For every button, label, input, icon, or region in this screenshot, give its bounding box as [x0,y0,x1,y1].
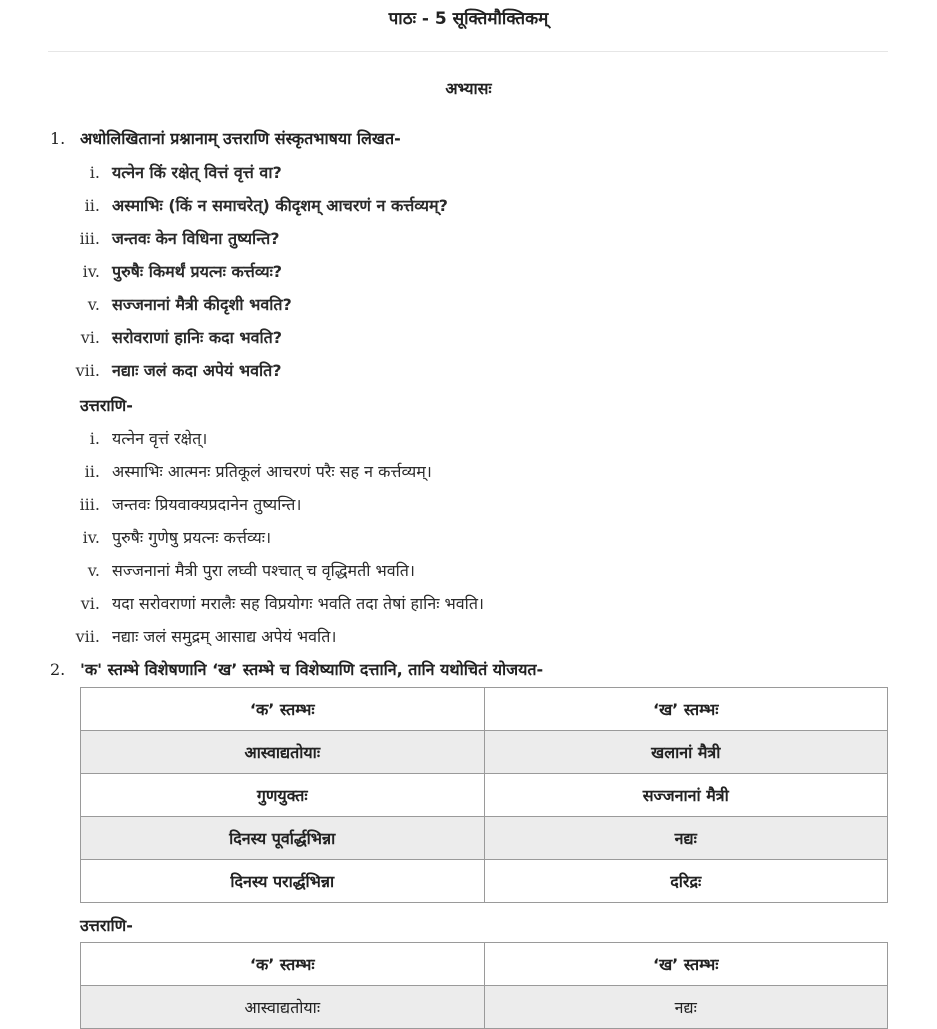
list-text: नद्याः जलं समुद्रम् आसाद्य अपेयं भवति। [112,627,337,646]
list-marker: i. [89,429,100,448]
list-item [60,494,484,527]
table-header-cell: ‘ख’ स्तम्भः [484,943,888,986]
list-text: पुरुषैः गुणेषु प्रयत्नः कर्त्तव्यः। [112,528,272,547]
table-header-row [81,943,888,986]
table-row [81,860,888,903]
question-number: 2. [50,660,66,679]
list-marker: i. [89,163,100,182]
list-marker: iv. [82,262,100,281]
list-text: नद्याः जलं कदा अपेयं भवति? [112,361,282,380]
list-item [60,461,484,494]
list-text: यत्नेन वृत्तं रक्षेत्। [112,429,208,448]
list-text: यत्नेन किं रक्षेत् वित्तं वृत्तं वा? [112,163,282,182]
question-2-heading [50,659,543,681]
table-cell: सज्जनानां मैत्री [484,774,888,817]
list-marker: vi. [80,594,100,613]
list-item [60,327,448,360]
list-marker: vii. [75,361,100,380]
list-item [60,294,448,327]
list-text: सज्जनानां मैत्री कीदृशी भवति? [112,295,292,314]
list-item [60,527,484,560]
table-cell: नद्यः [484,817,888,860]
question-1-heading [50,128,401,150]
list-item [60,162,448,195]
question-1-list [60,162,448,393]
list-text: सरोवराणां हानिः कदा भवति? [112,328,283,347]
question-text: 'क' स्तम्भे विशेषणानि ‘ख’ स्तम्भे च विशेष्याणि दत्तानि, तानि यथोचितं योजयत- [80,660,544,679]
list-item [60,228,448,261]
list-text: यदा सरोवराणां मरालैः सह विप्रयोगः भवति तदा तेषां हानिः भवति। [112,594,484,613]
list-text: सज्जनानां मैत्री पुरा लघ्वी पश्चात् च वृद्धिमती भवति। [112,561,415,580]
table-header-row [81,688,888,731]
list-marker: vi. [80,328,100,347]
list-text: अस्माभिः आत्मनः प्रतिकूलं आचरणं परैः सह न कर्त्तव्यम्। [112,462,432,481]
list-item [60,428,484,461]
table-header-cell: ‘क’ स्तम्भः [81,688,485,731]
table-row [81,774,888,817]
list-item [60,261,448,294]
answers-label: उत्तराणि- [80,916,133,935]
section-heading: अभ्यासः [445,79,492,98]
answers-label: उत्तराणि- [80,396,133,415]
table-cell: आस्वाद्यतोयाः [81,986,485,1029]
list-marker: iv. [82,528,100,547]
list-text: पुरुषैः किमर्थं प्रयत्नः कर्त्तव्यः? [112,262,283,281]
header-divider [48,51,888,52]
table-cell: आस्वाद्यतोयाः [81,731,485,774]
table-cell: नद्यः [484,986,888,1029]
list-text: जन्तवः केन विधिना तुष्यन्ति? [112,229,280,248]
list-item [60,626,484,659]
table-header-cell: ‘क’ स्तम्भः [81,943,485,986]
table-cell: खलानां मैत्री [484,731,888,774]
list-marker: ii. [84,196,100,215]
list-item [60,593,484,626]
list-marker: iii. [79,495,100,514]
question-number: 1. [50,129,66,148]
list-item [60,560,484,593]
page-title: पाठः - 5 सूक्तिमौक्तिकम् [388,9,549,29]
table-cell: दरिद्रः [484,860,888,903]
table-row [81,986,888,1029]
table-cell: दिनस्य पूर्वार्द्धभिन्ना [81,817,485,860]
list-item [60,360,448,393]
list-text: जन्तवः प्रियवाक्यप्रदानेन तुष्यन्ति। [112,495,302,514]
list-marker: v. [87,561,100,580]
answer-1-list [60,428,484,659]
answer-table [80,942,888,1029]
table-row [81,817,888,860]
list-marker: v. [87,295,100,314]
list-marker: ii. [84,462,100,481]
list-text: अस्माभिः (किं न समाचरेत्) कीदृशम् आचरणं न कर्त्तव्यम्? [112,196,448,215]
table-header-cell: ‘ख’ स्तम्भः [484,688,888,731]
table-row [81,731,888,774]
table-cell: गुणयुक्तः [81,774,485,817]
list-item [60,195,448,228]
list-marker: iii. [79,229,100,248]
matching-table [80,687,888,903]
question-text: अधोलिखितानां प्रश्नानाम् उत्तराणि संस्कृतभाषया लिखत- [80,129,401,148]
list-marker: vii. [75,627,100,646]
table-cell: दिनस्य परार्द्धभिन्ना [81,860,485,903]
